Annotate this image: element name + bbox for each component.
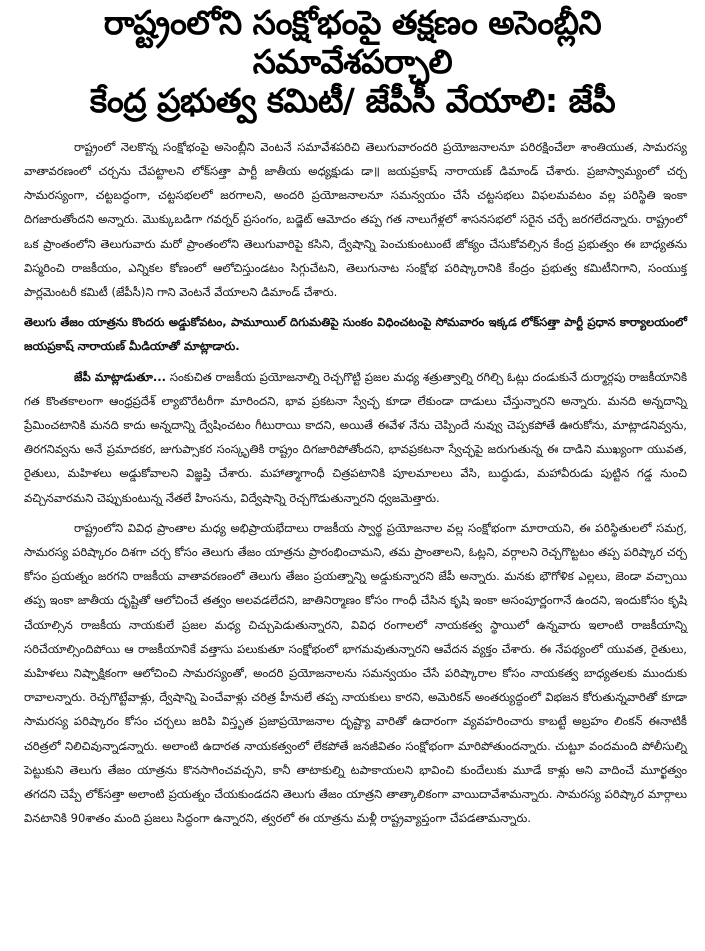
paragraph-4: రాష్ట్రంలోని వివిధ ప్రాంతాల మధ్య అభిప్రాయభేదాలు రాజకీయ స్వార్థ ప్రయోజనాల వల్ల సంక్షోభంగా మారాయని, ఈ పరిస్థితులలో సమగ్ర, సామరస్య పరిష్కారం దిశగా చర్చ కోసం తెలుగు తేజం యాత్రను ప్రారంభించామని, తమ ప్రాంతాలని, ఓట్లని, వర్గాలని రెచ్చగొట్టటం తప్ప పరిష్కార చర్చ కోసం ప్రయత్నం జరగని రాజకీయ వాతావరణంలో తెలుగు తేజం ప్రయత్నాన్ని అడ్డుకున్నారని జేపీ అన్నారు. మనకు భౌగోళిక ఎల్లలు, జెండా వచ్చాయి తప్ప ఇంకా జాతీయ దృష్టితో ఆలోచించే తత్వం అలవడలేదని, జాతినిర్మాణం కోసం గాంధీ చేసిన కృషి ఇంకా అసంపూర్ణంగానే ఉందని, ఇందుకోసం కృషి చేయాల్సిన రాజకీయ నాయకులే ప్రజల మధ్య చిచ్చుపెడుతున్నారని, వివిధ రంగాలలో నాయకత్వ స్థాయిలో ఉన్నవారు ఇలాంటి రాజకీయాన్ని సరిచేయాల్సిందిపోయి ఆ రాజకీయానికే వత్తాసు పలుకుతూ సంక్షోభంలో భాగమవుతున్నారని ఆవేదన వ్యక్తం చేశారు. ఈ నేపథ్యంలో యువత, రైతులు, మహిళలు నిష్పాక్షికంగా ఆలోచించి సామరస్యంతో, అందరి ప్రయోజనాలను సమన్వయం చేసే పరిష్కారాల కోసం నాయకత్వ బాధ్యతలకు ముందుకు రావాలన్నారు. రెచ్చగొట్టేవాళ్లు, ద్వేషాన్ని పెంచేవాళ్లు చరిత్ర హీనులే తప్ప నాయకులు కారని, అమెరికన్ అంతర్యుద్ధంలో విభజన కోరుతున్నవారితో కూడా సామరస్య పరిష్కారం కోసం చర్చలు జరిపి విస్తృత ప్రజాప్రయోజనాల దృష్ట్యా వారితో ఉదారంగా వ్యవహరించారు కాబట్టే అబ్రహం లింకన్ ఈనాటికీ చరిత్రలో నిలిచివున్నాడన్నారు. అలాంటి ఉదారత నాయకత్వంలో లేకపోతే జనజీవితం సంక్షోభంగా మారిపోతుందన్నారు. చుట్టూ వందమంది పోలీసుల్ని పెట్టుకుని తెలుగు తేజం యాత్రను కొనసాగించవచ్చని, కానీ తాటాకుల్ని టపాకాయలని భావించి కుందేలుకు మూడే కాళ్లు అని వాదించే మూర్ఖత్వం తగదని చెప్పే లోక్‌సత్తా అలాంటి ప్రయత్నం చేయకుండదని తెలుగు తేజం యాత్రని తాత్కాలికంగా వాయిదావేశామన్నారు. సామరస్య పరిష్కార మార్గాలు వినటానికి 90శాతం మంది ప్రజలు సిద్ధంగా ఉన్నారని, త్వరలో ఈ యాత్రను మళ్లీ రాష్ట్రవ్యాప్తంగా చేపడతామన్నారు. bbox=[24, 520, 687, 826]
paragraph-2: తెలుగు తేజం యాత్రను కొందరు అడ్డుకోవటం, పామూయిల్ దిగుమతిపై సుంకం విధించటంపై సోమవారం ఇక్కడ లోక్‌సత్తా పార్టీ ప్రధాన కార్యాలయంలో జయప్రకాష్ నారాయణ్ మీడియాతో మాట్లాడారు. bbox=[24, 315, 687, 354]
paragraph-3-lead: జేపీ మాట్లాడుతూ... bbox=[74, 369, 167, 384]
paragraph-3-body: సంకుచిత రాజకీయ ప్రయోజనాల్ని రెచ్చగొట్టి ప్రజల మధ్య శత్రుత్వాల్ని రగిల్చి ఓట్లు దండుకునే దుర్మార్గపు రాజకీయానికి గత కొంతకాలంగా ఆంధ్రప్రదేశ్ ల్యాబొరేటరీగా మారిందని, భావ ప్రకటనా స్వేచ్ఛ కూడా లేకుండా దాడులు చేస్తున్నారని అన్నారు. మనది అన్నదాన్ని ప్రేమించటానికి మనది కాదు అన్నదాన్ని ద్వేషించటం గీటురాయి కాదని, అయితే ఈవేళ నేను చెప్పిందే నువ్వు చెప్పకపోతే ఊరుకోను, మాట్లాడనివ్వను, తిరగనివ్వను అనే ప్రమాదకర, జుగుప్సాకర సంస్కృతికి రాష్ట్రం దిగజారిపోతోందని, భావప్రకటనా స్వేచ్ఛపై జరుగుతున్న ఈ దాడిని ముఖ్యంగా యువత, రైతులు, మహిళలు అడ్డుకోవాలని విజ్ఞప్తి చేశారు. మహాత్మాగాంధీ చిత్రపటానికి పూలమాలలు వేసి, బుద్ధుడు, మహావీరుడు పుట్టిన గడ్డ నుంచి వచ్చినవారమని చెప్పుకుంటున్న నేతలే హింసను, విద్వేషాన్ని రెచ్చగొడుతున్నారని ధ్వజమెత్తారు. bbox=[24, 369, 687, 505]
article-body bbox=[10, 135, 695, 831]
headline-line-2: కేంద్ర ప్రభుత్వ కమిటీ/ జేపీసీ వేయాలి: జేపీ bbox=[89, 80, 616, 120]
headline-line-1: రాష్ట్రంలోని సంక్షోభంపై తక్షణం అసెంబ్లీని సమావేశపర్చాలి bbox=[103, 3, 602, 81]
paragraph-3 bbox=[24, 365, 687, 510]
headline bbox=[10, 4, 695, 121]
paragraph-1: రాష్ట్రంలో నెలకొన్న సంక్షోభంపై అసెంబ్లీని వెంటనే సమావేశపరిచి తెలుగువారందరి ప్రయోజనాలనూ పరిరక్షించేలా శాంతియుత, సామరస్య వాతావరణంలో చర్చను చేపట్టాలని లోక్‌సత్తా పార్టీ జాతీయ అధ్యక్షుడు డా॥ జయప్రకాష్ నారాయణ్ డిమాండ్ చేశారు. ప్రజాస్వామ్యంలో చర్చ సామరస్యంగా, చట్టబద్ధంగా, చట్టసభలలో జరగాలని, అందరి ప్రయోజనాలనూ సమన్వయం చేసే చట్టసభలు విఫలమవటం వల్ల పరిస్థితి ఇంకా దిగజారుతోందని అన్నారు. మొక్కుబడిగా గవర్నర్ ప్రసంగం, బడ్జెట్ ఆమోదం తప్ప గత నాలుగేళ్లలో శాసనసభలో సరైన చర్చే జరగలేదన్నారు. రాష్ట్రంలో ఒక ప్రాంతంలోని తెలుగువారు మరో ప్రాంతంలోని తెలుగువారిపై కసిని, ద్వేషాన్ని పెంచుకుంటుంటే జోక్యం చేసుకోవల్సిన కేంద్ర ప్రభుత్వం ఈ బాధ్యతను విస్మరించి రాజకీయం, ఎన్నికల కోణంలో ఆలోచిస్తుండటం సిగ్గుచేటని, తెలుగునాట సంక్షోభ పరిష్కారానికి కేంద్రం ప్రభుత్వ కమిటీనిగాని, సంయుక్త పార్లమెంటరీ కమిటీ (జేపీసీ)ని గాని వెంటనే వేయాలని డిమాండ్ చేశారు. bbox=[24, 139, 687, 300]
